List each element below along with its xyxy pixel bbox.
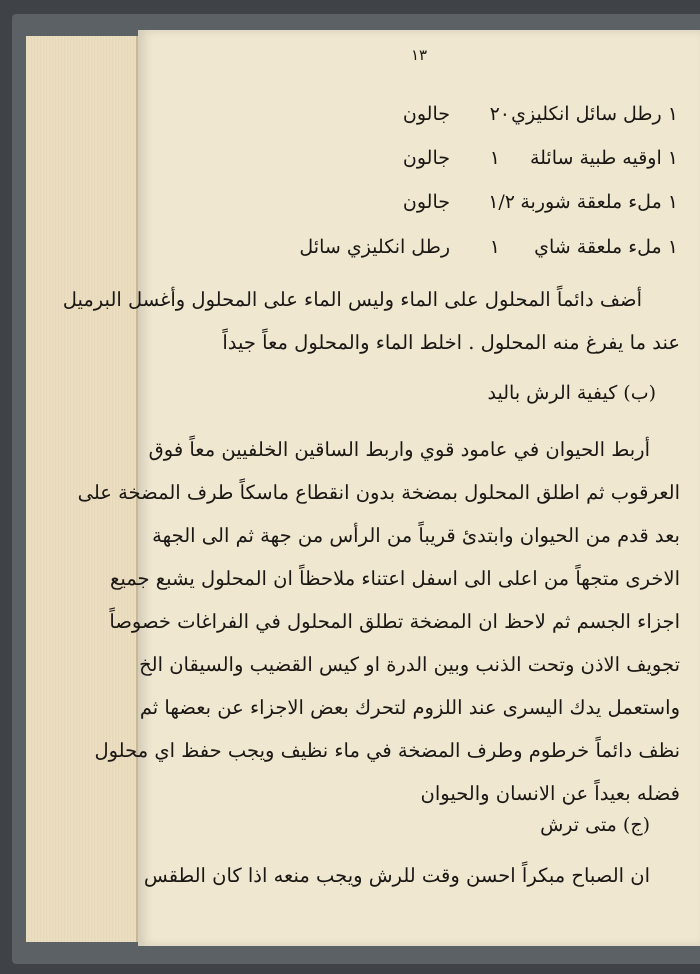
table-cell-quantity: ١ ملء ملعقة شاي [534, 236, 678, 258]
section-b-paragraph [77, 428, 680, 815]
text-line: واستعمل يدك اليسرى عند اللزوم لتحرك بعض الاجزاء عن بعضها ثم [139, 696, 680, 719]
text-line: بعد قدم من الحيوان وابتدئ قريباً من الرأس من جهة ثم الى الجهة [152, 524, 680, 547]
section-c-heading: (ج) متى ترش [540, 814, 650, 836]
table-cell-quantity: ١ اوقيه طبية سائلة [529, 147, 678, 169]
text-line: أربط الحيوان في عامود قوي واربط الساقين الخلفيين معاً فوق [148, 438, 650, 461]
table-cell-amount: ٢٠ [489, 103, 510, 125]
table-cell-amount: ١ [489, 236, 500, 258]
text-line: الاخرى متجهاً من اعلى الى اسفل اعتناء ملاحظاً ان المحلول يشبع جميع [109, 567, 680, 590]
table-cell-unit: رطل انكليزي سائل [299, 236, 450, 258]
table-cell-amount: ١/٢ [488, 191, 515, 213]
text-line: تجويف الاذن وتحت الذنب وبين الدرة او كيس القضيب والسيقان الخ [139, 653, 680, 676]
table-cell-unit: جالون [402, 103, 450, 125]
text-line: أضف دائماً المحلول على الماء وليس الماء على المحلول وأغسل البرميل [62, 288, 642, 311]
section-b-heading: (ب) كيفية الرش باليد [487, 382, 656, 404]
intro-paragraph [62, 278, 680, 364]
page-number: ١٣ [410, 46, 428, 64]
text-line: اجزاء الجسم ثم لاحظ ان المضخة تطلق المحلول في الفراغات خصوصاً [109, 610, 680, 633]
text-line: نظف دائماً خرطوم وطرف المضخة في ماء نظيف ويجب حفظ اي محلول [94, 739, 680, 762]
text-line: ان الصباح مبكراً احسن وقت للرش ويجب منعه اذا كان الطقس [143, 864, 650, 887]
text-line: عند ما يفرغ منه المحلول . اخلط الماء والمحلول معاً جيداً [222, 331, 680, 354]
text-line: فضله بعيداً عن الانسان والحيوان [420, 782, 680, 805]
table-cell-unit: جالون [402, 147, 450, 169]
section-c-paragraph [143, 854, 680, 897]
table-cell-amount: ١ [489, 147, 500, 169]
table-cell-quantity: ١ رطل سائل انكليزي [511, 103, 678, 125]
book-page [62, 30, 700, 946]
table-cell-unit: جالون [402, 191, 450, 213]
text-line: العرقوب ثم اطلق المحلول بمضخة بدون انقطاع ماسكاً طرف المضخة على [77, 481, 680, 504]
table-cell-quantity: ١ ملء ملعقة شوربة [520, 191, 678, 213]
